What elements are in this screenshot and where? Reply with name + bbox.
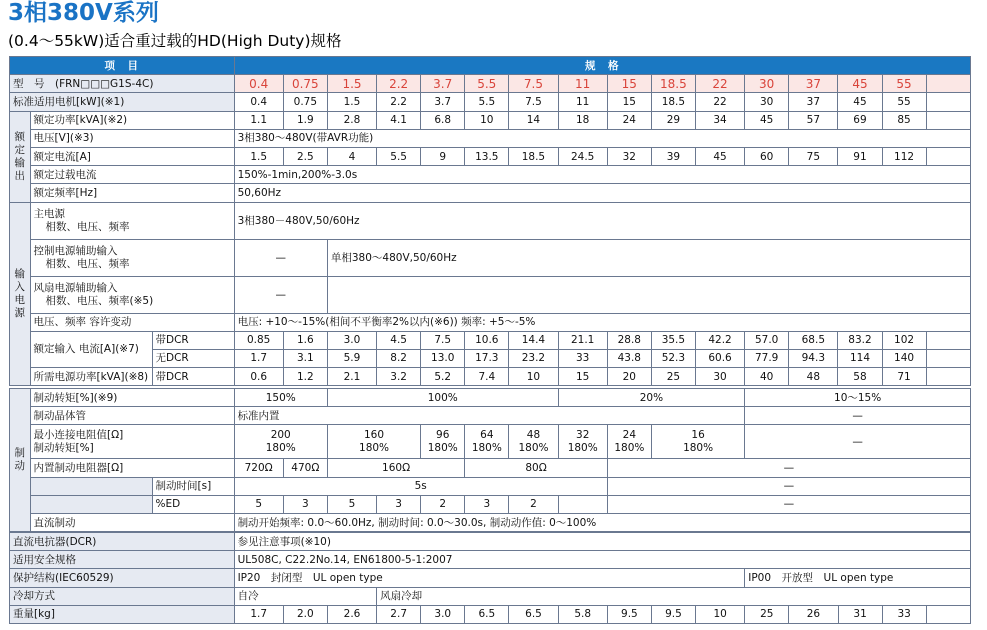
power-capacity-value: 30 [695,368,744,386]
table-row [10,184,971,202]
capacity-value: 45 [745,111,789,129]
current-value: 4 [327,147,376,165]
cooling-value: 自冷 [234,587,377,605]
capacity-value: 34 [695,111,744,129]
dcr-with-value: 10.6 [465,331,509,349]
weight-value: 9.5 [651,605,695,623]
brake-torque-value: 180% [614,441,645,454]
group-input-power: 输入电源 [10,202,31,386]
model-value: 22 [695,75,744,93]
weight-value: 2.7 [377,605,421,623]
brake-torque-value: 180% [471,441,502,454]
current-value: 9 [421,147,465,165]
table-row [10,407,971,425]
motor-value: 0.75 [283,93,327,111]
row-label: 制动时间[s] [152,477,234,495]
model-value: 30 [745,75,789,93]
ed-value: 5 [327,495,376,513]
dcr-without-value: 60.6 [695,349,744,367]
row-label: %ED [152,495,234,513]
control-power-value: 单相380～480V,50/60Hz [327,239,970,276]
table-row [10,495,971,513]
table-row [10,331,971,349]
motor-value: 7.5 [509,93,558,111]
builtin-dash: — [607,459,970,477]
row-label: 制动转矩[%](※9) [30,389,234,407]
weight-value: 10 [696,605,745,623]
power-capacity-value [926,368,970,386]
motor-label: 标准适用电机[kW](※1) [10,93,235,111]
dcr-with-value: 3.0 [327,331,376,349]
dcr-without-value: 52.3 [651,349,695,367]
dcr-with-value: 68.5 [789,331,838,349]
table-row [10,111,971,129]
page-subtitle: (0.4～55kW)适合重过载的HD(High Duty)规格 [8,32,342,50]
fan-power-dash: — [234,276,327,313]
table-row [10,569,971,587]
ed-dash: — [607,495,970,513]
table-row [10,57,971,75]
power-capacity-value: 5.2 [421,368,465,386]
model-value: 5.5 [465,75,509,93]
row-label: 直流电抗器(DCR) [10,533,235,551]
motor-value: 0.4 [234,93,283,111]
row-label: 直流制动 [30,513,234,531]
tolerance-value: 电压: +10～-15%(相间不平衡率2%以内(※6)) 频率: +5～-5% [234,313,970,331]
table-row [10,239,971,276]
time-value: 5s [234,477,607,495]
builtin-value: 470Ω [283,459,327,477]
dcr-without-value: 77.9 [745,349,789,367]
weight-value: 9.5 [607,605,651,623]
control-power-dash: — [234,239,327,276]
dcr-with-value: 57.0 [745,331,789,349]
brake-torque-label: 制动转矩[%] [33,441,94,454]
weight-value: 25 [745,605,789,623]
weight-value: 26 [789,605,838,623]
model-value: 0.4 [234,75,283,93]
min-resistance-value: 200 [270,428,291,441]
capacity-value: 29 [651,111,695,129]
resistance-group [651,425,744,459]
current-value: 2.5 [283,147,327,165]
motor-value: 45 [838,93,882,111]
resistance-group [607,425,651,459]
transistor-dash: — [745,407,971,425]
capacity-value: 4.1 [377,111,421,129]
main-power-label: 主电源 [33,207,65,220]
row-label [30,425,234,459]
protection-value: IP20 封闭型 UL open type [234,569,745,587]
resistance-group [327,425,420,459]
ed-value: 3 [283,495,327,513]
model-value [926,75,970,93]
weight-value: 31 [838,605,882,623]
brake-torque-value: 180% [359,441,390,454]
min-resistance-value: 64 [480,428,494,441]
capacity-value: 18 [558,111,607,129]
dcr-without-value: 140 [882,349,926,367]
resistance-group [465,425,509,459]
current-value: 39 [651,147,695,165]
table-row [10,129,971,147]
power-capacity-value: 71 [882,368,926,386]
power-capacity-value: 7.4 [465,368,509,386]
motor-value: 18.5 [651,93,695,111]
ed-value: 2 [509,495,558,513]
row-label [30,276,234,313]
dcr-label: 无DCR [152,349,234,367]
resistance-group [558,425,607,459]
weight-value: 2.6 [327,605,376,623]
header-spec: 规 格 [234,57,970,75]
brake-torque-value: 180% [518,441,549,454]
model-value: 45 [838,75,882,93]
dcr-without-value: 23.2 [509,349,558,367]
fan-power-sublabel: 相数、电压、频率(※5) [45,294,154,307]
row-label: 额定过载电流 [30,166,234,184]
model-value: 0.75 [283,75,327,93]
dcr-without-value: 43.8 [607,349,651,367]
motor-value: 1.5 [327,93,376,111]
control-power-label: 控制电源辅助输入 [33,244,118,257]
weight-value: 33 [882,605,926,623]
group-rated-output: 额定输出 [10,111,31,202]
power-capacity-value: 58 [838,368,882,386]
row-label [30,239,234,276]
spacer-cell [30,477,152,495]
power-capacity-value: 20 [607,368,651,386]
row-label: 所需电源功率[kVA](※8) [30,368,152,386]
dcr-without-value: 13.0 [421,349,465,367]
dcr-with-value: 102 [882,331,926,349]
weight-value [926,605,970,623]
ed-value: 2 [421,495,465,513]
capacity-value: 85 [882,111,926,129]
dcr-with-value: 7.5 [421,331,465,349]
min-resistance-value: 160 [364,428,385,441]
motor-value: 37 [789,93,838,111]
capacity-value [926,111,970,129]
power-capacity-value: 25 [651,368,695,386]
row-label: 额定输入 电流[A](※7) [30,331,152,367]
dcr-without-value: 33 [558,349,607,367]
capacity-value: 69 [838,111,882,129]
motor-value [926,93,970,111]
capacity-value: 57 [789,111,838,129]
main-power-sublabel: 相数、电压、频率 [45,220,130,233]
power-capacity-value: 1.2 [283,368,327,386]
current-value: 112 [882,147,926,165]
fan-power-value [327,276,970,313]
table-row [10,368,971,386]
ed-value: 3 [465,495,509,513]
current-value: 13.5 [465,147,509,165]
weight-value: 5.8 [558,605,607,623]
page-title: 3相380V系列 [8,0,159,26]
dcr-with-value: 35.5 [651,331,695,349]
row-label: 制动晶体管 [30,407,234,425]
table-row [10,147,971,165]
model-value: 37 [789,75,838,93]
dc-value: 制动开始频率: 0.0～60.0Hz, 制动时间: 0.0～30.0s, 制动动作值: 0～100% [234,513,970,531]
overload-value: 150%-1min,200%-3.0s [234,166,970,184]
dcr-with-value [926,331,970,349]
ed-value: 5 [234,495,283,513]
row-label: 额定频率[Hz] [30,184,234,202]
row-label: 额定电流[A] [30,147,234,165]
group-braking: 制动 [10,389,31,532]
brake-torque-value: 180% [683,441,714,454]
power-capacity-value: 3.2 [377,368,421,386]
header-item: 项 目 [10,57,235,75]
resistance-group [509,425,558,459]
dcr-with-value: 0.85 [234,331,283,349]
protection-value: IP00 开放型 UL open type [745,569,971,587]
min-resistance-value: 16 [691,428,705,441]
table-row [10,389,971,407]
spec-table [9,56,971,386]
dcr-without-value: 17.3 [465,349,509,367]
current-value: 60 [745,147,789,165]
builtin-value: 160Ω [327,459,464,477]
table-row [10,533,971,551]
row-label: 保护结构(IEC60529) [10,569,235,587]
weight-value: 2.0 [283,605,327,623]
min-resistance-value: 32 [576,428,590,441]
model-value: 15 [607,75,651,93]
current-value: 5.5 [377,147,421,165]
table-row [10,605,971,623]
table-row [10,313,971,331]
row-label [30,202,234,239]
resistance-dash: — [745,425,971,459]
current-value: 45 [695,147,744,165]
ed-value [558,495,607,513]
motor-value: 55 [882,93,926,111]
weight-value: 1.7 [234,605,283,623]
transistor-value: 标准内置 [234,407,745,425]
torque-value: 10～15% [745,389,971,407]
dcr-without-value: 5.9 [327,349,376,367]
resistance-group [234,425,327,459]
min-resistance-label: 最小连接电阻值[Ω] [33,428,124,441]
current-value: 1.5 [234,147,283,165]
torque-value: 20% [558,389,745,407]
power-capacity-value: 15 [558,368,607,386]
power-capacity-value: 2.1 [327,368,376,386]
motor-value: 30 [745,93,789,111]
model-value: 11 [558,75,607,93]
row-label: 内置制动电阻器[Ω] [30,459,234,477]
dcr-with-value: 21.1 [558,331,607,349]
capacity-value: 2.8 [327,111,376,129]
dcr-without-value: 8.2 [377,349,421,367]
motor-value: 5.5 [465,93,509,111]
table-row [10,587,971,605]
brake-torque-value: 180% [427,441,458,454]
row-label: 电压、频率 容许变动 [30,313,234,331]
frequency-value: 50,60Hz [234,184,970,202]
table-row [10,425,971,459]
dcr-label: 带DCR [152,368,234,386]
model-value: 7.5 [509,75,558,93]
dcr-with-value: 83.2 [838,331,882,349]
dcr-without-value: 94.3 [789,349,838,367]
dcr-with-value: 28.8 [607,331,651,349]
power-capacity-value: 48 [789,368,838,386]
dcr-with-value: 4.5 [377,331,421,349]
dcr-without-value [926,349,970,367]
current-value: 91 [838,147,882,165]
dcr-without-value: 3.1 [283,349,327,367]
torque-value: 100% [327,389,558,407]
table-row [10,513,971,531]
dcr-with-value: 42.2 [695,331,744,349]
fan-power-label: 风扇电源辅助输入 [33,281,118,294]
ed-value: 3 [377,495,421,513]
motor-value: 22 [695,93,744,111]
weight-value: 6.5 [509,605,558,623]
row-label: 电压[V](※3) [30,129,234,147]
current-value [926,147,970,165]
table-row [10,477,971,495]
capacity-value: 1.9 [283,111,327,129]
dcr-value: 参见注意事项(※10) [234,533,970,551]
current-value: 24.5 [558,147,607,165]
resistance-group [421,425,465,459]
dcr-without-value: 114 [838,349,882,367]
motor-value: 3.7 [421,93,465,111]
weight-value: 3.0 [421,605,465,623]
table-row [10,551,971,569]
table-row [10,166,971,184]
capacity-value: 1.1 [234,111,283,129]
model-value: 3.7 [421,75,465,93]
row-label: 适用安全规格 [10,551,235,569]
dcr-with-value: 1.6 [283,331,327,349]
min-resistance-value: 96 [436,428,450,441]
dcr-with-value: 14.4 [509,331,558,349]
control-power-sublabel: 相数、电压、频率 [45,257,130,270]
table-row [10,276,971,313]
builtin-value: 80Ω [465,459,608,477]
capacity-value: 24 [607,111,651,129]
row-label: 重量[kg] [10,605,235,623]
motor-value: 2.2 [377,93,421,111]
model-value: 55 [882,75,926,93]
builtin-value: 720Ω [234,459,283,477]
brake-torque-value: 180% [265,441,296,454]
safety-value: UL508C, C22.2No.14, EN61800-5-1:2007 [234,551,970,569]
table-row [10,459,971,477]
misc-table [9,532,971,624]
current-value: 75 [789,147,838,165]
power-capacity-value: 40 [745,368,789,386]
min-resistance-value: 48 [526,428,541,441]
voltage-value: 3相380～480V(带AVR功能) [234,129,970,147]
dcr-without-value: 1.7 [234,349,283,367]
capacity-value: 14 [509,111,558,129]
motor-value: 11 [558,93,607,111]
time-dash: — [607,477,970,495]
current-value: 18.5 [509,147,558,165]
capacity-value: 6.8 [421,111,465,129]
model-value: 2.2 [377,75,421,93]
capacity-value: 10 [465,111,509,129]
braking-table [9,388,971,532]
brake-torque-value: 180% [567,441,598,454]
table-row [10,93,971,111]
model-value: 1.5 [327,75,376,93]
model-value: 18.5 [651,75,695,93]
power-capacity-value: 10 [509,368,558,386]
row-label: 冷却方式 [10,587,235,605]
motor-value: 15 [607,93,651,111]
dcr-label: 带DCR [152,331,234,349]
current-value: 32 [607,147,651,165]
cooling-value: 风扇冷却 [377,587,971,605]
weight-value: 6.5 [465,605,509,623]
model-label: 型 号 (FRN□□□G1S-4C) [10,75,235,93]
torque-value: 150% [234,389,327,407]
power-capacity-value: 0.6 [234,368,283,386]
table-row [10,202,971,239]
min-resistance-value: 24 [622,428,637,441]
table-row [10,349,971,367]
main-power-value: 3相380－480V,50/60Hz [234,202,970,239]
row-label: 额定功率[kVA](※2) [30,111,234,129]
spacer-cell [30,495,152,513]
table-row [10,75,971,93]
